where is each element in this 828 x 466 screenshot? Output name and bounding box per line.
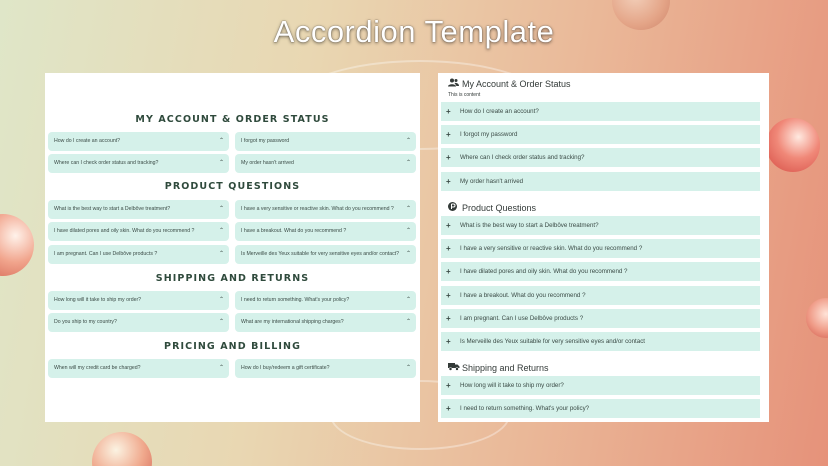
plus-icon: + (446, 291, 451, 300)
accordion-item[interactable] (441, 262, 760, 281)
section-heading: PRODUCT QUESTIONS (164, 181, 301, 192)
chevron-up-icon: ⌃ (405, 206, 411, 212)
plus-icon: + (446, 177, 451, 186)
plus-icon: + (446, 404, 451, 413)
accordion-item-label: How do I create an account? (54, 138, 121, 144)
accordion-item-label: Where can I check order status and tracking? (54, 160, 159, 166)
accordion-item[interactable] (441, 125, 760, 144)
accordion-item-label: How long will it take to ship my order? (460, 382, 564, 389)
decorative-sphere (806, 298, 828, 338)
accordion-grid-panel (45, 73, 420, 422)
decorative-sphere (766, 118, 820, 172)
accordion-item[interactable] (235, 359, 416, 378)
accordion-item-label: I am pregnant. Can I use Delbôve products ? (54, 251, 158, 257)
plus-icon: + (446, 130, 451, 139)
chevron-up-icon: ⌃ (405, 319, 411, 325)
accordion-item[interactable] (441, 376, 760, 395)
accordion-item[interactable] (48, 359, 229, 378)
section-heading: PRICING AND BILLING (164, 341, 301, 352)
accordion-item[interactable] (235, 154, 416, 173)
section-title-text: Shipping and Returns (462, 363, 549, 373)
faq-section-shipping (45, 272, 420, 286)
accordion-item[interactable] (48, 313, 229, 332)
accordion-item[interactable] (441, 399, 760, 418)
accordion-item-label: I have a breakout. What do you recommend ? (460, 292, 586, 299)
chevron-up-icon: ⌃ (405, 138, 411, 144)
section-title-text: Product Questions (462, 203, 537, 213)
accordion-item[interactable] (48, 222, 229, 241)
chevron-up-icon: ⌃ (218, 160, 224, 166)
chevron-up-icon: ⌃ (218, 138, 224, 144)
section-title (448, 362, 549, 374)
plus-icon: + (446, 244, 451, 253)
accordion-item[interactable] (48, 200, 229, 219)
chevron-up-icon: ⌃ (218, 251, 224, 257)
chevron-up-icon: ⌃ (218, 297, 224, 303)
section-title (448, 78, 571, 90)
product-hunt-icon (448, 202, 460, 214)
chevron-up-icon: ⌃ (218, 206, 224, 212)
accordion-item-label: How do I buy/redeem a gift certificate? (241, 365, 330, 371)
accordion-item-label: I need to return something. What's your policy? (241, 297, 350, 303)
chevron-up-icon: ⌃ (405, 251, 411, 257)
section-heading: MY ACCOUNT & ORDER STATUS (135, 114, 330, 125)
accordion-item-label: I have dilated pores and oily skin. What do you recommend ? (460, 268, 628, 275)
section-title-text: My Account & Order Status (462, 79, 571, 89)
accordion-item[interactable] (235, 313, 416, 332)
users-icon (448, 78, 460, 90)
accordion-item-label: When will my credit card be charged? (54, 365, 141, 371)
section-title (448, 202, 536, 214)
chevron-up-icon: ⌃ (218, 365, 224, 371)
accordion-item-label: I am pregnant. Can I use Delbôve products ? (460, 315, 584, 322)
accordion-item[interactable] (235, 200, 416, 219)
accordion-item-label: What is the best way to start a Delbôve treatment? (54, 206, 171, 212)
section-subtitle: This is content (448, 92, 481, 98)
accordion-item[interactable] (235, 132, 416, 151)
accordion-item[interactable] (235, 291, 416, 310)
accordion-item-label: What is the best way to start a Delbôve treatment? (460, 222, 599, 229)
plus-icon: + (446, 221, 451, 230)
plus-icon: + (446, 107, 451, 116)
faq-section-account (45, 113, 420, 127)
accordion-item-label: How long will it take to ship my order? (54, 297, 142, 303)
plus-icon: + (446, 153, 451, 162)
chevron-up-icon: ⌃ (405, 297, 411, 303)
chevron-up-icon: ⌃ (405, 160, 411, 166)
accordion-item[interactable] (48, 245, 229, 264)
accordion-item-label: I forgot my password (460, 131, 518, 138)
accordion-item-label: I forgot my password (241, 138, 290, 144)
accordion-item[interactable] (441, 309, 760, 328)
accordion-item-label: Do you ship to my country? (54, 319, 117, 325)
accordion-item-label: How do I create an account? (460, 108, 539, 115)
chevron-up-icon: ⌃ (405, 228, 411, 234)
chevron-up-icon: ⌃ (405, 365, 411, 371)
section-heading: SHIPPING AND RETURNS (155, 273, 310, 284)
chevron-up-icon: ⌃ (218, 228, 224, 234)
decorative-sphere (0, 214, 34, 276)
accordion-item-label: I have a very sensitive or reactive skin. What do you recommend ? (241, 206, 394, 212)
accordion-item[interactable] (441, 148, 760, 167)
accordion-item-label: My order hasn't arrived (460, 178, 524, 185)
plus-icon: + (446, 337, 451, 346)
accordion-item[interactable] (441, 172, 760, 191)
accordion-item[interactable] (441, 332, 760, 351)
accordion-item-label: I have dilated pores and oily skin. What do you recommend ? (54, 228, 195, 234)
accordion-item-label: Where can I check order status and tracking? (460, 154, 585, 161)
plus-icon: + (446, 381, 451, 390)
accordion-list-panel (438, 73, 769, 422)
accordion-item[interactable] (441, 102, 760, 121)
accordion-item-label: I need to return something. What's your policy? (460, 405, 590, 412)
accordion-item[interactable] (441, 286, 760, 305)
accordion-item[interactable] (48, 291, 229, 310)
faq-section-billing (45, 340, 420, 354)
chevron-up-icon: ⌃ (218, 319, 224, 325)
decorative-sphere (92, 432, 152, 466)
accordion-item[interactable] (48, 132, 229, 151)
accordion-item-label: What are my international shipping charges? (241, 319, 344, 325)
accordion-item[interactable] (235, 245, 416, 264)
accordion-item[interactable] (441, 216, 760, 235)
plus-icon: + (446, 314, 451, 323)
accordion-item[interactable] (48, 154, 229, 173)
accordion-item-label: Is Merveille des Yeux suitable for very sensitive eyes and/or contact (460, 338, 646, 345)
faq-section-products (45, 180, 420, 194)
accordion-item[interactable] (441, 239, 760, 258)
accordion-item-label: I have a breakout. What do you recommend ? (241, 228, 347, 234)
accordion-item[interactable] (235, 222, 416, 241)
truck-icon (448, 362, 460, 374)
plus-icon: + (446, 267, 451, 276)
accordion-item-label: I have a very sensitive or reactive skin. What do you recommend ? (460, 245, 643, 252)
page-title: Accordion Template (273, 14, 555, 49)
accordion-item-label: Is Merveille des Yeux suitable for very sensitive eyes and/or contact? (241, 251, 400, 257)
accordion-item-label: My order hasn't arrived (241, 160, 294, 166)
